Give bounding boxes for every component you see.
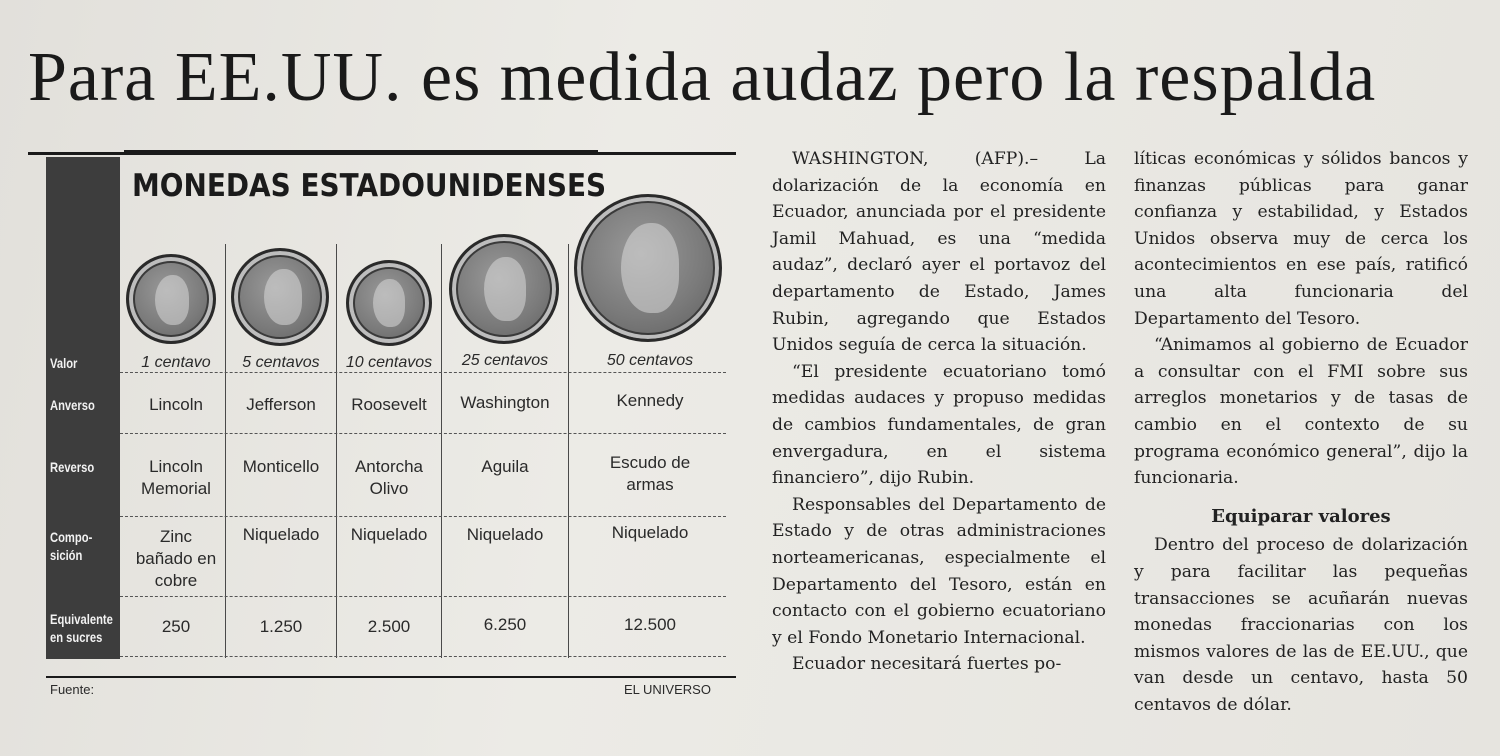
cell-anverso: Roosevelt — [351, 395, 427, 414]
coin-50-centavos-image — [574, 194, 722, 342]
cell-reverso: Antorcha Olivo — [354, 457, 424, 498]
article-paragraph: líticas económicas y sólidos bancos y finanzas públicas para ganar confianza y estabilidad, y Estados Unidos observa muy de cerca los acontecimientos en ese país, ratificó una alta funcionaria del Departamento del Tesoro. — [1134, 149, 1468, 329]
cell-anverso: Lincoln — [149, 395, 203, 414]
row-separator — [120, 516, 726, 517]
row-separator — [120, 433, 726, 434]
cell-equivalente: 6.250 — [483, 615, 527, 634]
article-paragraph: Responsables del Departamento de Estado y de otras administraciones norteamericanas, especialmente el Departamento del Tesoro, están en contacto con el gobierno ecuatoriano y el Fondo Monetario Internacional. — [772, 494, 1106, 648]
row-label-equivalente: Equivalente en sucres — [50, 611, 113, 645]
graphic-title-rule — [124, 150, 598, 152]
coin-1-centavo-image — [126, 254, 216, 344]
article-column-2 — [1134, 146, 1468, 718]
row-label-reverso: Reverso — [50, 459, 95, 475]
cell-valor: 5 centavos — [242, 354, 320, 371]
cell-composicion: Niquelado — [350, 525, 428, 544]
cell-composicion: Niquelado — [466, 525, 544, 544]
row-separator — [120, 596, 726, 597]
cell-valor: 1 centavo — [141, 354, 211, 371]
cell-equivalente: 12.500 — [624, 615, 676, 634]
headline: Para EE.UU. es medida audaz pero la respalda — [28, 39, 1377, 116]
article-paragraph: Dentro del proceso de dolarización y para facilitar las pequeñas transacciones se acuñarán nuevas monedas fraccionarias con los mismos valores de las de EE.UU., que van desde un centavo, hasta 50 centavos de dólar. — [1134, 535, 1468, 715]
article-subheading: Equiparar valores — [1211, 505, 1391, 527]
cell-reverso: Aguila — [481, 457, 529, 476]
graphic-bottom-rule — [46, 676, 736, 678]
cell-equivalente: 1.250 — [259, 617, 303, 636]
coin-5-centavos-image — [231, 248, 329, 346]
cell-composicion: Zinc bañado en cobre — [135, 527, 217, 590]
article-paragraph: WASHINGTON, (AFP).– La dolarización de la economía en Ecuador, anunciada por el presidente Jamil Mahuad, es una “medida audaz”, declaró ayer el portavoz del departamento de Estado, James Rubin, agregando que Estados Unidos seguía de cerca la situación. — [772, 149, 1106, 356]
cell-reverso: Lincoln Memorial — [141, 457, 211, 498]
row-separator — [120, 656, 726, 657]
article-paragraph: Ecuador necesitará fuertes po- — [792, 654, 1062, 675]
cell-valor: 10 centavos — [345, 354, 433, 371]
row-label-valor: Valor — [50, 355, 78, 371]
cell-composicion: Niquelado — [242, 525, 320, 544]
coin-25-centavos-image — [449, 234, 559, 344]
cell-reverso: Monticello — [242, 457, 320, 476]
cell-valor: 25 centavos — [461, 352, 549, 369]
cell-anverso: Jefferson — [246, 395, 316, 414]
article-paragraph: “Animamos al gobierno de Ecuador a consultar con el FMI sobre sus arreglos monetarios y de tasas de cambio en el contexto de su programa económico general”, dijo la funcionaria. — [1134, 335, 1468, 489]
cell-reverso: Escudo de armas — [609, 453, 691, 494]
graphic-top-rule — [28, 152, 736, 155]
article-paragraph: “El presidente ecuatoriano tomó medidas audaces y propuso medidas de cambios fundamentales, de gran envergadura, en el sistema financiero”, dijo Rubin. — [772, 361, 1106, 489]
cell-equivalente: 250 — [161, 617, 191, 636]
cell-equivalente: 2.500 — [367, 617, 411, 636]
graphic-credit: EL UNIVERSO — [624, 682, 711, 697]
article-column-1 — [772, 146, 1106, 678]
row-label-anverso: Anverso — [50, 397, 95, 413]
cell-valor: 50 centavos — [606, 352, 694, 369]
graphic-title: MONEDAS ESTADOUNIDENSES — [132, 168, 607, 204]
row-label-composicion: Compo-sición — [50, 529, 93, 563]
coins-infographic — [28, 148, 740, 708]
cell-anverso: Washington — [460, 393, 550, 412]
cell-anverso: Kennedy — [616, 391, 684, 410]
graphic-source-label: Fuente: — [50, 682, 95, 697]
cell-composicion: Niquelado — [611, 523, 689, 542]
coin-10-centavos-image — [346, 260, 432, 346]
